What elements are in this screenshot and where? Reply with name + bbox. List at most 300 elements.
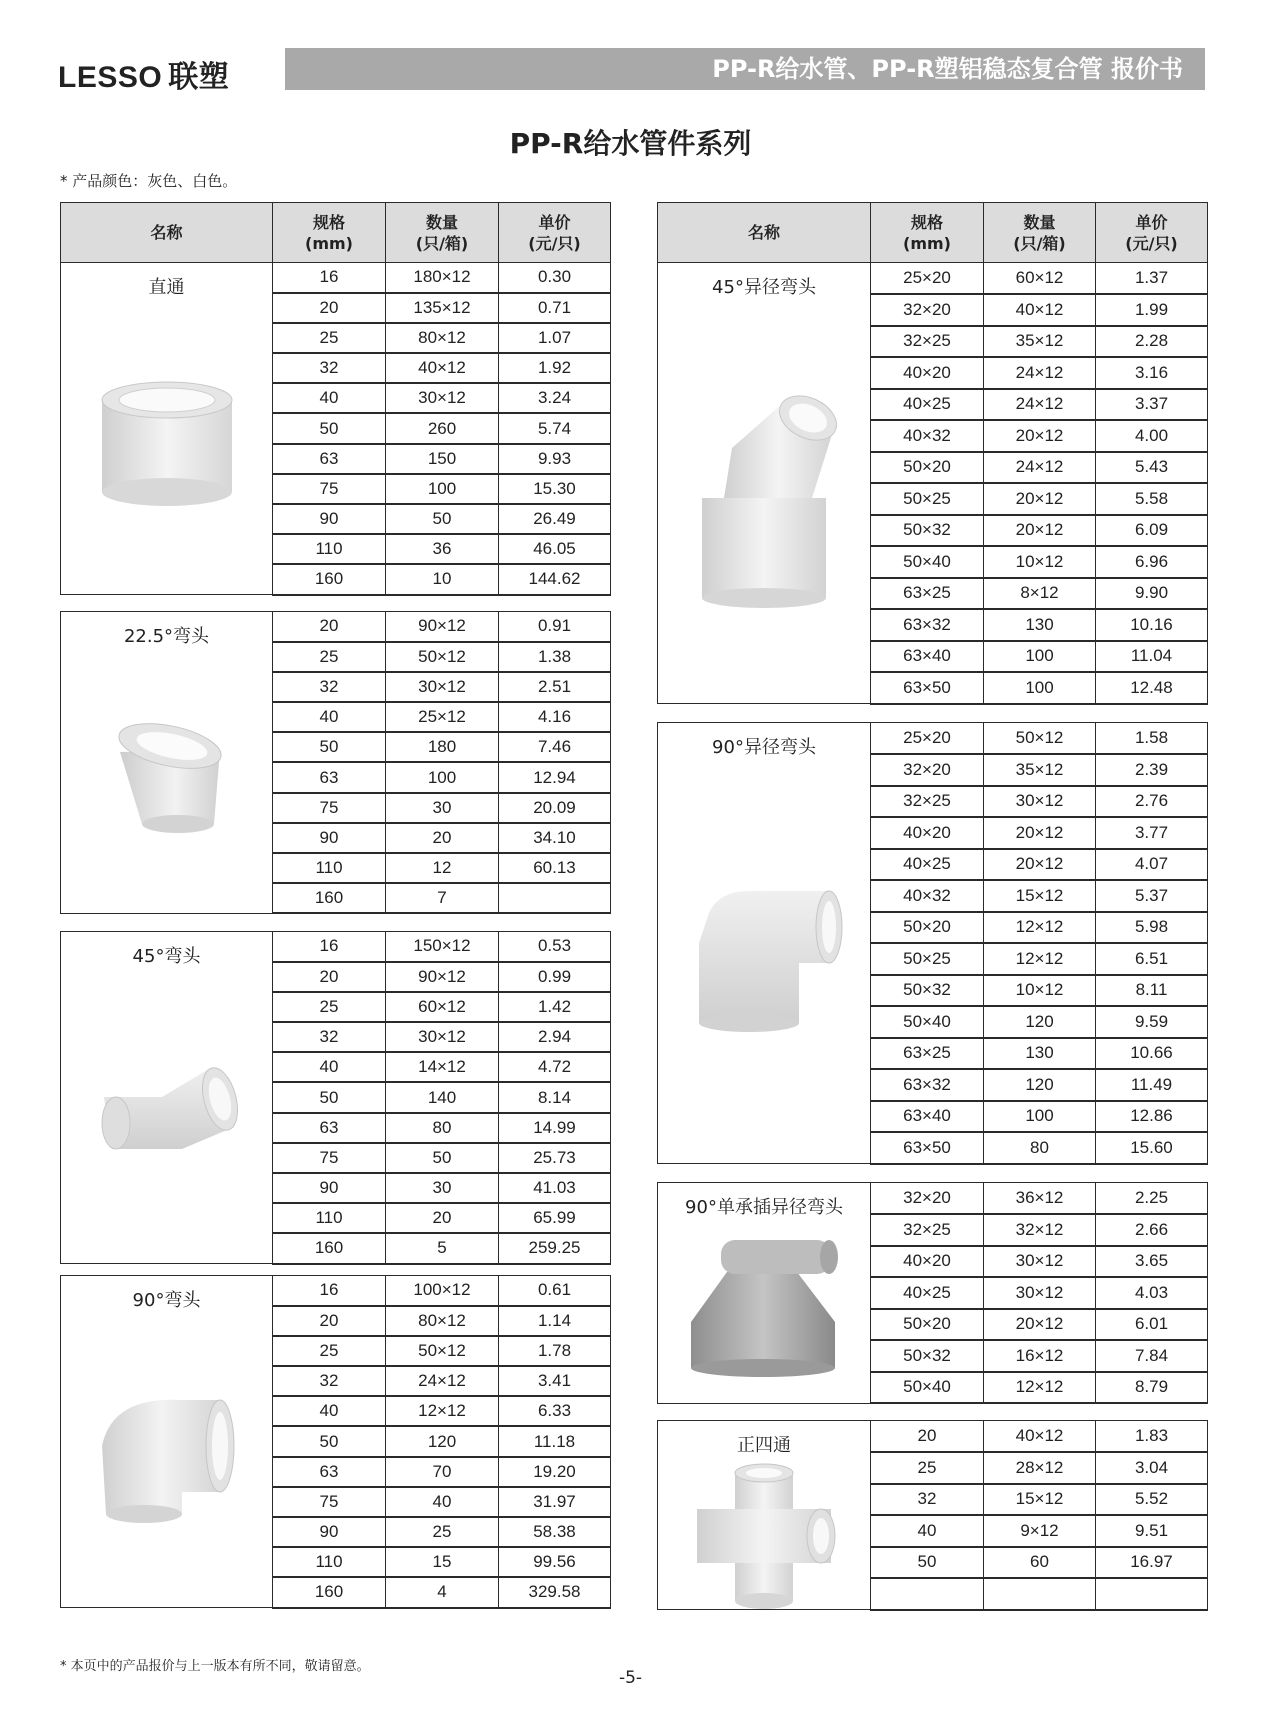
spec-cell: 75: [273, 793, 386, 823]
qty-cell: 9×12: [984, 1515, 1096, 1547]
spec-cell: 50: [273, 1082, 386, 1112]
price-cell: 11.18: [499, 1426, 611, 1456]
price-cell: 20.09: [499, 793, 611, 823]
spec-cell: 75: [273, 474, 386, 504]
product-name-cell: [658, 723, 871, 1164]
price-cell: 5.43: [1096, 452, 1208, 484]
price-cell: 3.24: [499, 383, 611, 413]
qty-cell: 10×12: [984, 546, 1096, 578]
spec-cell: 110: [273, 1203, 386, 1233]
price-cell: 2.39: [1096, 754, 1208, 786]
spec-cell: 110: [273, 534, 386, 564]
spec-cell: 50×32: [871, 515, 984, 547]
qty-cell: 30×12: [984, 1277, 1096, 1309]
spec-cell: 32: [273, 1022, 386, 1052]
col-qty-header: 数量 (只/箱): [386, 203, 499, 263]
qty-cell: 90×12: [386, 612, 499, 642]
price-cell: 8.79: [1096, 1372, 1208, 1404]
table-row: [61, 1276, 611, 1306]
qty-cell: 20×12: [984, 420, 1096, 452]
price-cell: 1.83: [1096, 1421, 1208, 1453]
qty-cell: 30×12: [386, 672, 499, 702]
spec-cell: 25: [273, 642, 386, 672]
qty-cell: 24×12: [386, 1366, 499, 1396]
qty-cell: 40×12: [386, 353, 499, 383]
price-cell: 1.99: [1096, 294, 1208, 326]
qty-cell: 12×12: [984, 943, 1096, 975]
qty-cell: 80: [386, 1113, 499, 1143]
price-cell: 2.51: [499, 672, 611, 702]
price-cell: 4.03: [1096, 1277, 1208, 1309]
qty-cell: 40: [386, 1487, 499, 1517]
price-cell: 4.72: [499, 1052, 611, 1082]
qty-cell: 30×12: [984, 786, 1096, 818]
col-price-header: 单价 (元/只): [499, 203, 611, 263]
spec-cell: 63: [273, 762, 386, 792]
price-cell: 6.51: [1096, 943, 1208, 975]
qty-cell: 20×12: [984, 483, 1096, 515]
qty-cell: 4: [386, 1577, 499, 1607]
spec-cell: 63×32: [871, 1069, 984, 1101]
price-cell: 60.13: [499, 853, 611, 883]
qty-cell: 24×12: [984, 357, 1096, 389]
spec-cell: 40×25: [871, 1277, 984, 1309]
qty-cell: 180×12: [386, 263, 499, 293]
qty-cell: 7: [386, 883, 499, 913]
qty-cell: 10×12: [984, 975, 1096, 1007]
spec-cell: 50×40: [871, 1372, 984, 1404]
price-cell: 2.94: [499, 1022, 611, 1052]
col-name-header: 名称: [61, 203, 273, 263]
qty-cell: 30: [386, 1173, 499, 1203]
qty-cell: 24×12: [984, 452, 1096, 484]
price-cell: 3.04: [1096, 1452, 1208, 1484]
price-cell: 2.66: [1096, 1214, 1208, 1246]
spec-cell: 63: [273, 1457, 386, 1487]
price-cell: 46.05: [499, 534, 611, 564]
spec-cell: 20: [273, 293, 386, 323]
table-row: [61, 932, 611, 962]
product-table: [60, 1275, 611, 1609]
spec-cell: 160: [273, 564, 386, 594]
qty-cell: 70: [386, 1457, 499, 1487]
brand-logo: [58, 52, 229, 96]
spec-cell: 40×32: [871, 880, 984, 912]
qty-cell: 60×12: [386, 992, 499, 1022]
price-cell: 5.52: [1096, 1484, 1208, 1516]
price-cell: 0.71: [499, 293, 611, 323]
elbow-90-icon: [61, 1386, 272, 1526]
spec-cell: 16: [273, 1276, 386, 1306]
product-name-cell: [61, 612, 273, 914]
spec-cell: 110: [273, 853, 386, 883]
qty-cell: 15×12: [984, 880, 1096, 912]
table-row: [658, 263, 1208, 295]
spec-cell: 40×25: [871, 849, 984, 881]
product-table: [60, 931, 611, 1265]
reducing-elbow-90-icon: [658, 883, 870, 1033]
price-cell: 0.99: [499, 962, 611, 992]
spec-cell: 160: [273, 883, 386, 913]
qty-cell: 150×12: [386, 932, 499, 962]
qty-cell: 40×12: [984, 1421, 1096, 1453]
product-name-cell: [658, 263, 871, 704]
page-number: -5-: [618, 1668, 643, 1688]
qty-cell: 260: [386, 413, 499, 443]
spec-cell: 20: [273, 612, 386, 642]
spec-cell: 63×32: [871, 609, 984, 641]
qty-cell: 35×12: [984, 326, 1096, 358]
price-cell: 5.74: [499, 413, 611, 443]
qty-cell: 100: [984, 1101, 1096, 1133]
qty-cell: 120: [984, 1006, 1096, 1038]
price-cell: 1.38: [499, 642, 611, 672]
qty-cell: 50: [386, 504, 499, 534]
spec-cell: 50: [273, 1426, 386, 1456]
spec-cell: 63×40: [871, 641, 984, 673]
price-cell: 144.62: [499, 564, 611, 594]
qty-cell: 5: [386, 1233, 499, 1263]
spec-cell: 32×20: [871, 1183, 984, 1215]
spec-cell: 90: [273, 1173, 386, 1203]
spec-cell: 32×25: [871, 1214, 984, 1246]
col-spec-header: 规格 (mm): [871, 203, 984, 263]
qty-cell: 36×12: [984, 1183, 1096, 1215]
qty-cell: 100×12: [386, 1276, 499, 1306]
spec-cell: 63×50: [871, 1132, 984, 1164]
spec-cell: 40×25: [871, 389, 984, 421]
spec-cell: 40: [273, 1052, 386, 1082]
qty-cell: 120: [984, 1069, 1096, 1101]
price-cell: 12.94: [499, 762, 611, 792]
spec-cell: 50×25: [871, 943, 984, 975]
cross-tee-icon: [658, 1461, 870, 1611]
qty-cell: 80×12: [386, 323, 499, 353]
spec-cell: 40: [273, 1396, 386, 1426]
price-cell: 6.01: [1096, 1309, 1208, 1341]
price-cell: 34.10: [499, 823, 611, 853]
logo-cn: 联塑: [168, 61, 230, 94]
price-cell: 2.76: [1096, 786, 1208, 818]
qty-cell: 90×12: [386, 962, 499, 992]
price-cell: 1.37: [1096, 263, 1208, 295]
price-cell: 9.59: [1096, 1006, 1208, 1038]
spec-cell: 40: [273, 702, 386, 732]
price-cell: 0.61: [499, 1276, 611, 1306]
qty-cell: 130: [984, 609, 1096, 641]
spec-cell: 50×20: [871, 912, 984, 944]
product-name: 90°单承插异径弯头: [685, 1197, 843, 1218]
spec-cell: 50×32: [871, 1340, 984, 1372]
price-cell: [499, 883, 611, 913]
qty-cell: 20: [386, 1203, 499, 1233]
price-cell: 58.38: [499, 1517, 611, 1547]
qty-cell: 32×12: [984, 1214, 1096, 1246]
qty-cell: 100: [386, 762, 499, 792]
spec-cell: 50×20: [871, 1309, 984, 1341]
price-cell: 3.77: [1096, 817, 1208, 849]
price-cell: 329.58: [499, 1577, 611, 1607]
price-cell: 41.03: [499, 1173, 611, 1203]
spec-cell: 50×20: [871, 452, 984, 484]
straight-coupling-icon: [61, 378, 272, 508]
product-table: [657, 1420, 1208, 1611]
qty-cell: 20: [386, 823, 499, 853]
spec-cell: 16: [273, 932, 386, 962]
qty-cell: 50: [386, 1143, 499, 1173]
price-cell: 259.25: [499, 1233, 611, 1263]
price-cell: 3.41: [499, 1366, 611, 1396]
qty-cell: 140: [386, 1082, 499, 1112]
product-name-cell: [61, 932, 273, 1264]
price-cell: 31.97: [499, 1487, 611, 1517]
product-table: [657, 1182, 1208, 1404]
price-cell: 10.66: [1096, 1038, 1208, 1070]
qty-cell: 15×12: [984, 1484, 1096, 1516]
price-cell: 14.99: [499, 1113, 611, 1143]
qty-cell: 20×12: [984, 849, 1096, 881]
price-cell: 1.42: [499, 992, 611, 1022]
price-cell: 5.58: [1096, 483, 1208, 515]
right-table-header: [657, 202, 1208, 263]
qty-cell: 28×12: [984, 1452, 1096, 1484]
footnote: * 本页中的产品报价与上一版本有所不同，敬请留意。: [60, 1659, 370, 1674]
spec-cell: 50×40: [871, 1006, 984, 1038]
qty-cell: 20×12: [984, 817, 1096, 849]
qty-cell: 35×12: [984, 754, 1096, 786]
price-cell: 3.37: [1096, 389, 1208, 421]
spec-cell: 25: [273, 323, 386, 353]
qty-cell: 100: [984, 641, 1096, 673]
spec-cell: 63×50: [871, 672, 984, 704]
qty-cell: 150: [386, 444, 499, 474]
price-cell: 11.04: [1096, 641, 1208, 673]
spec-cell: 63: [273, 444, 386, 474]
price-cell: 7.46: [499, 732, 611, 762]
spec-cell: 20: [273, 962, 386, 992]
spec-cell: 50×40: [871, 546, 984, 578]
spec-cell: 25×20: [871, 263, 984, 295]
table-row: [61, 612, 611, 642]
spec-cell: 32: [273, 672, 386, 702]
qty-cell: 50×12: [984, 723, 1096, 755]
color-note: * 产品颜色：灰色、白色。: [60, 172, 238, 190]
spec-cell: 90: [273, 823, 386, 853]
table-row: [658, 1421, 1208, 1453]
qty-cell: 135×12: [386, 293, 499, 323]
qty-cell: 30×12: [386, 1022, 499, 1052]
qty-cell: 30×12: [984, 1246, 1096, 1278]
table-row: [61, 263, 611, 293]
price-cell: 99.56: [499, 1547, 611, 1577]
qty-cell: 20×12: [984, 515, 1096, 547]
price-cell: 6.09: [1096, 515, 1208, 547]
spec-cell: 25: [273, 1336, 386, 1366]
price-cell: 0.91: [499, 612, 611, 642]
price-cell: 3.65: [1096, 1246, 1208, 1278]
qty-cell: 80: [984, 1132, 1096, 1164]
price-cell: 4.16: [499, 702, 611, 732]
product-name-cell: [658, 1421, 871, 1610]
price-cell: 4.00: [1096, 420, 1208, 452]
price-cell: 9.90: [1096, 578, 1208, 610]
spec-cell: 40×20: [871, 817, 984, 849]
qty-cell: 180: [386, 732, 499, 762]
spec-cell: 160: [273, 1577, 386, 1607]
price-cell: 1.07: [499, 323, 611, 353]
price-cell: 0.30: [499, 263, 611, 293]
spec-cell: 32×25: [871, 786, 984, 818]
logo-en: LESSO: [58, 61, 163, 94]
qty-cell: [984, 1578, 1096, 1610]
spec-cell: 90: [273, 504, 386, 534]
elbow-22-5-icon: [61, 712, 272, 842]
price-cell: 5.98: [1096, 912, 1208, 944]
qty-cell: 15: [386, 1547, 499, 1577]
price-cell: 65.99: [499, 1203, 611, 1233]
spec-cell: 40×20: [871, 1246, 984, 1278]
spec-cell: 63×25: [871, 578, 984, 610]
price-cell: 10.16: [1096, 609, 1208, 641]
product-name: 45°弯头: [132, 946, 201, 967]
elbow-45-icon: [61, 1057, 272, 1167]
spec-cell: 25×20: [871, 723, 984, 755]
spec-cell: 20: [871, 1421, 984, 1453]
price-cell: 4.07: [1096, 849, 1208, 881]
product-name: 90°弯头: [132, 1290, 201, 1311]
price-cell: 16.97: [1096, 1547, 1208, 1579]
qty-cell: 50×12: [386, 1336, 499, 1366]
price-cell: 0.53: [499, 932, 611, 962]
spec-cell: 16: [273, 263, 386, 293]
col-name-header: 名称: [658, 203, 871, 263]
price-cell: 1.14: [499, 1306, 611, 1336]
price-cell: 12.48: [1096, 672, 1208, 704]
spec-cell: 32×25: [871, 326, 984, 358]
price-cell: 9.93: [499, 444, 611, 474]
price-cell: 6.33: [499, 1396, 611, 1426]
product-name-cell: [61, 263, 273, 595]
qty-cell: 12×12: [984, 912, 1096, 944]
price-cell: 19.20: [499, 1457, 611, 1487]
spec-cell: 63×25: [871, 1038, 984, 1070]
price-cell: 12.86: [1096, 1101, 1208, 1133]
price-cell: 2.28: [1096, 326, 1208, 358]
single-socket-reducing-elbow-icon: [658, 1232, 870, 1382]
price-cell: 1.92: [499, 353, 611, 383]
spec-cell: 50: [273, 413, 386, 443]
qty-cell: 24×12: [984, 389, 1096, 421]
price-cell: 1.78: [499, 1336, 611, 1366]
price-cell: 15.60: [1096, 1132, 1208, 1164]
page-title: PP-R给水管件系列: [509, 127, 752, 160]
qty-cell: 12×12: [386, 1396, 499, 1426]
qty-cell: 60×12: [984, 263, 1096, 295]
price-cell: 2.25: [1096, 1183, 1208, 1215]
qty-cell: 12: [386, 853, 499, 883]
spec-cell: 75: [273, 1143, 386, 1173]
left-table-header: [60, 202, 611, 263]
spec-cell: 32×20: [871, 754, 984, 786]
product-name-cell: [61, 1276, 273, 1608]
spec-cell: 63: [273, 1113, 386, 1143]
product-name: 直通: [148, 277, 185, 298]
product-name: 正四通: [737, 1435, 791, 1456]
spec-cell: 32: [871, 1484, 984, 1516]
qty-cell: 36: [386, 534, 499, 564]
spec-cell: 160: [273, 1233, 386, 1263]
product-name: 22.5°弯头: [123, 626, 210, 647]
spec-cell: 50×25: [871, 483, 984, 515]
qty-cell: 30×12: [386, 383, 499, 413]
spec-cell: 32: [273, 1366, 386, 1396]
price-cell: 7.84: [1096, 1340, 1208, 1372]
qty-cell: 40×12: [984, 294, 1096, 326]
price-cell: 15.30: [499, 474, 611, 504]
spec-cell: 50: [273, 732, 386, 762]
spec-cell: 40: [273, 383, 386, 413]
qty-cell: 20×12: [984, 1309, 1096, 1341]
qty-cell: 60: [984, 1547, 1096, 1579]
table-row: [658, 723, 1208, 755]
spec-cell: 63×40: [871, 1101, 984, 1133]
price-cell: 6.96: [1096, 546, 1208, 578]
qty-cell: 120: [386, 1426, 499, 1456]
price-cell: 11.49: [1096, 1069, 1208, 1101]
qty-cell: 10: [386, 564, 499, 594]
price-cell: 3.16: [1096, 357, 1208, 389]
price-cell: 5.37: [1096, 880, 1208, 912]
qty-cell: 130: [984, 1038, 1096, 1070]
product-name-cell: [658, 1183, 871, 1404]
col-spec-header: 规格 (mm): [273, 203, 386, 263]
spec-cell: 20: [273, 1306, 386, 1336]
qty-cell: 16×12: [984, 1340, 1096, 1372]
spec-cell: 40×32: [871, 420, 984, 452]
product-table: [657, 262, 1208, 705]
product-table: [60, 262, 611, 596]
spec-cell: 40: [871, 1515, 984, 1547]
product-name: 90°异径弯头: [712, 737, 816, 758]
product-name: 45°异径弯头: [712, 277, 816, 298]
col-price-header: 单价 (元/只): [1096, 203, 1208, 263]
price-cell: 1.58: [1096, 723, 1208, 755]
price-cell: [1096, 1578, 1208, 1610]
spec-cell: 75: [273, 1487, 386, 1517]
product-table: [60, 611, 611, 914]
col-qty-header: 数量 (只/箱): [984, 203, 1096, 263]
qty-cell: 50×12: [386, 642, 499, 672]
spec-cell: 25: [273, 992, 386, 1022]
spec-cell: 90: [273, 1517, 386, 1547]
price-cell: 25.73: [499, 1143, 611, 1173]
spec-cell: 40×20: [871, 357, 984, 389]
qty-cell: 30: [386, 793, 499, 823]
spec-cell: 25: [871, 1452, 984, 1484]
product-table: [657, 722, 1208, 1165]
price-cell: 9.51: [1096, 1515, 1208, 1547]
price-cell: 8.11: [1096, 975, 1208, 1007]
table-row: [658, 1183, 1208, 1215]
qty-cell: 12×12: [984, 1372, 1096, 1404]
spec-cell: 50: [871, 1547, 984, 1579]
spec-cell: 110: [273, 1547, 386, 1577]
qty-cell: 8×12: [984, 578, 1096, 610]
qty-cell: 100: [984, 672, 1096, 704]
qty-cell: 25×12: [386, 702, 499, 732]
spec-cell: 32×20: [871, 294, 984, 326]
header-title: PP-R给水管、PP-R塑铝稳态复合管 报价书: [285, 48, 1205, 90]
